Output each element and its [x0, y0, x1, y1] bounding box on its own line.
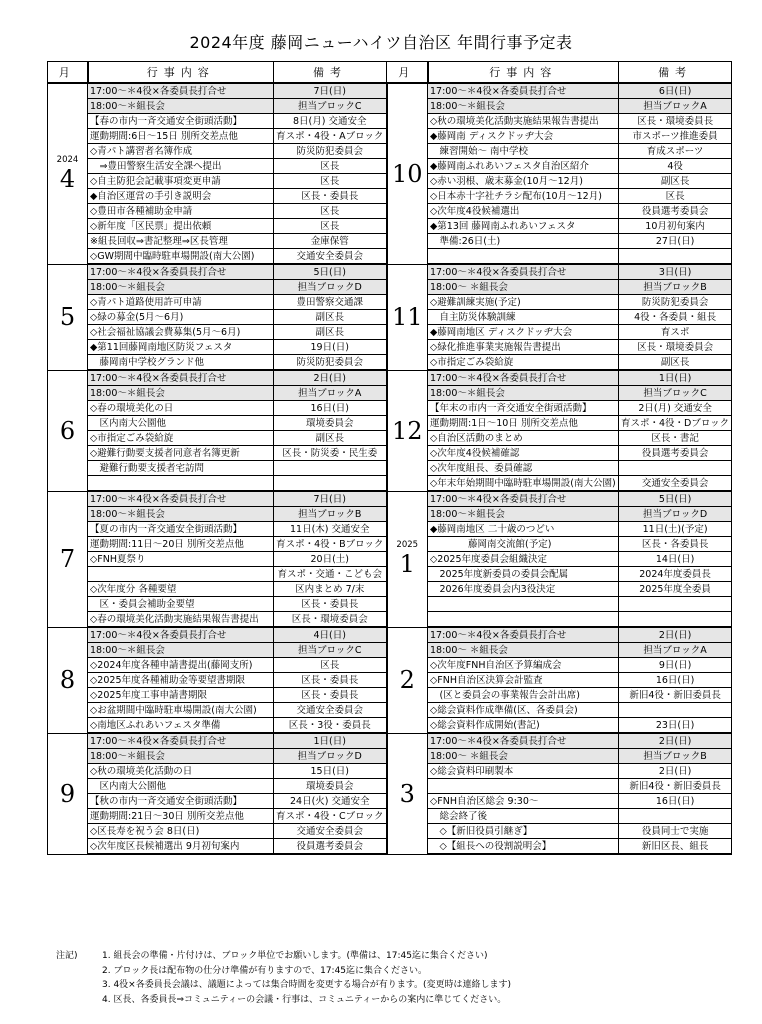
schedule-row — [48, 627, 732, 643]
event-cell: 17:00～＊4役×各委員長打合せ — [88, 627, 274, 643]
note-cell: 育スポ・交通・こども会 — [274, 567, 387, 582]
event-cell: ◇年末年始期間中臨時駐車場開設(南大公園) — [428, 476, 619, 492]
event-cell: ◇赤い羽根、歳末募金(10月～12月) — [428, 174, 619, 189]
note-cell — [619, 703, 732, 718]
events-header: 行事内容 — [88, 62, 274, 84]
page-title: 2024年度 藤岡ニューハイツ自治区 年間行事予定表 — [189, 33, 573, 52]
footnotes-label: 注記) — [56, 951, 78, 961]
note-cell: 区長・書記 — [619, 431, 732, 446]
note-cell — [619, 461, 732, 476]
note-cell: 区長 — [274, 658, 387, 673]
events-header-right: 行事内容 — [428, 62, 619, 84]
event-cell: 藤岡南中学校グランド他 — [88, 355, 274, 371]
note-cell: 区長・委員長 — [274, 597, 387, 612]
note-cell: 2024年度委員長 — [619, 567, 732, 582]
note-cell: 区長・委員長 — [274, 673, 387, 688]
event-cell: 運動期間:21日～30日 別所交差点他 — [88, 809, 274, 824]
note-cell: 区長 — [274, 159, 387, 174]
note-cell: 役員同士で実施 — [619, 824, 732, 839]
note-cell: 担当ブロックC — [274, 643, 387, 658]
note-cell: 16日(日) — [619, 673, 732, 688]
event-cell: 2026年度委員会内3役決定 — [428, 582, 619, 597]
note-cell: 役員選考委員会 — [619, 446, 732, 461]
note-cell: 副区長 — [274, 325, 387, 340]
note-cell: 4日(日) — [274, 627, 387, 643]
event-cell: ◇自治区活動のまとめ — [428, 431, 619, 446]
note-cell: 3日(日) — [619, 264, 732, 280]
month-number: 7 — [59, 545, 76, 573]
event-cell: ◇2025年度各種補助金等要望書期限 — [88, 673, 274, 688]
header-row — [48, 62, 732, 84]
event-cell: ◇FNH夏祭り — [88, 552, 274, 567]
note-cell: 8日(月) 交通安全 — [274, 114, 387, 129]
event-cell: 17:00～＊4役×各委員長打合せ — [428, 733, 619, 749]
event-cell: 2025年度新委員の委員会配属 — [428, 567, 619, 582]
event-cell: ◇次年度FNH自治区予算編成会 — [428, 658, 619, 673]
note-cell: 14日(日) — [619, 552, 732, 567]
event-cell: 17:00～＊4役×各委員長打合せ — [88, 264, 274, 280]
event-cell: ◇青パト道路使用許可申請 — [88, 295, 274, 310]
month-cell — [387, 264, 428, 370]
event-cell: ◇FNH自治区決算会計監査 — [428, 673, 619, 688]
note-cell: 19日(日) — [274, 340, 387, 355]
month-cell — [387, 733, 428, 854]
note-cell: 役員選考委員会 — [619, 204, 732, 219]
event-cell: ◇総会資料作成開始(書記) — [428, 718, 619, 734]
event-cell: ◇日本赤十字社チラシ配布(10月～12月) — [428, 189, 619, 204]
note-cell: 2025年度全委員 — [619, 582, 732, 597]
note-cell — [619, 597, 732, 612]
event-cell: ◇総会資料作成準備(区、各委員会) — [428, 703, 619, 718]
note-cell: 区長・環境委員長 — [619, 114, 732, 129]
event-cell — [428, 612, 619, 628]
note-cell: 担当ブロックD — [274, 749, 387, 764]
event-cell: ◇総会資料印刷製本 — [428, 764, 619, 779]
event-cell: 18:00～＊組長会 — [88, 507, 274, 522]
month-cell — [48, 733, 88, 854]
month-cell — [48, 491, 88, 627]
event-cell: ◇【新旧役員引継ぎ】 — [428, 824, 619, 839]
event-cell: 運動期間:1日～10日 別所交差点他 — [428, 416, 619, 431]
event-cell: ◇【組長への役割説明会】 — [428, 839, 619, 855]
month-cell — [48, 370, 88, 491]
event-cell: 区・委員会補助金要望 — [88, 597, 274, 612]
note-cell: 副区長 — [619, 174, 732, 189]
event-cell: ◇秋の環境美化活動の日 — [88, 764, 274, 779]
month-number: 9 — [59, 779, 76, 808]
event-cell: ◇豊田市各種補助金申請 — [88, 204, 274, 219]
month-number: 12 — [391, 416, 423, 445]
event-cell: ◇避難行動要支援者同意者名簿更新 — [88, 446, 274, 461]
event-cell: 18:00～＊組長会 — [428, 99, 619, 114]
note-cell: 27日(日) — [619, 234, 732, 249]
event-cell — [88, 567, 274, 582]
event-cell: ◇南地区ふれあいフェスタ準備 — [88, 718, 274, 734]
note-cell: 区長 — [274, 204, 387, 219]
event-cell: ◇次年度4役候補選出 — [428, 204, 619, 219]
note-cell: 4役 — [619, 159, 732, 174]
month-number: 11 — [391, 303, 423, 331]
month-number: 5 — [59, 303, 76, 331]
month-header-right: 月 — [387, 62, 428, 84]
note-cell: 役員選考委員会 — [274, 839, 387, 855]
schedule-row — [48, 83, 732, 99]
note-cell: 副区長 — [274, 310, 387, 325]
event-cell: ◇次年度4役候補確認 — [428, 446, 619, 461]
note-cell: 担当ブロックB — [619, 749, 732, 764]
month-number: 2 — [399, 666, 415, 694]
note-cell: 担当ブロックC — [274, 99, 387, 114]
event-cell — [88, 476, 274, 492]
event-cell: 17:00～＊4役×各委員長打合せ — [428, 264, 619, 280]
note-cell: 6日(日) — [619, 83, 732, 99]
note-cell: 交通安全委員会 — [619, 476, 732, 492]
event-cell: 藤岡南交流館(予定) — [428, 537, 619, 552]
footnote-lines — [102, 949, 511, 1007]
note-cell: 2日(日) — [619, 627, 732, 643]
month-header: 月 — [48, 62, 88, 84]
note-cell: 新旧4役・新旧委員長 — [619, 688, 732, 703]
footnote-line: 1. 組長会の準備・片付けは、ブロック単位でお願いします。(準備は、17:45迄に集合ください) — [102, 951, 488, 961]
schedule-table — [47, 61, 732, 855]
event-cell: 18:00～ ＊組長会 — [428, 643, 619, 658]
note-cell: 育スポ・4役・Bブロック — [274, 537, 387, 552]
event-cell: 区内南大公園他 — [88, 416, 274, 431]
note-cell: 育スポ・4役・Aブロック — [274, 129, 387, 144]
event-cell: ◆藤岡南ふれあいフェスタ自治区紹介 — [428, 159, 619, 174]
note-cell: 防災防犯委員会 — [619, 295, 732, 310]
note-cell: 11日(土)(予定) — [619, 522, 732, 537]
event-cell: 区内南大公園他 — [88, 779, 274, 794]
note-cell: 区長・3役・委員長 — [274, 718, 387, 734]
schedule-row — [48, 733, 732, 749]
event-cell: ◇お盆期間中臨時駐車場開設(南大公園) — [88, 703, 274, 718]
note-cell: 9日(日) — [619, 658, 732, 673]
note-cell: 担当ブロックB — [274, 507, 387, 522]
note-cell: 担当ブロックA — [619, 643, 732, 658]
month-cell — [387, 491, 428, 627]
event-cell: ◇GW期間中臨時駐車場開設(南大公園) — [88, 249, 274, 265]
note-cell: 区長 — [274, 174, 387, 189]
event-cell: 総会終了後 — [428, 809, 619, 824]
event-cell: ◇避難訓練実施(予定) — [428, 295, 619, 310]
month-number: 10 — [391, 159, 423, 188]
month-cell — [387, 83, 428, 264]
footnote-line: 4. 区長、各委員長⇒コミュニティーの会議・行事は、コミュニティーからの案内に準じてください。 — [102, 994, 507, 1005]
note-cell — [274, 476, 387, 492]
note-cell: 育スポ — [619, 325, 732, 340]
event-cell: 自主防災体験訓練 — [428, 310, 619, 325]
event-cell: 【春の市内一斉交通安全街頭活動】 — [88, 114, 274, 129]
note-cell: 新旧4役・新旧委員長 — [619, 779, 732, 794]
event-cell: ◇社会福祉協議会費募集(5月～6月) — [88, 325, 274, 340]
event-cell: 運動期間:6日～15日 別所交差点他 — [88, 129, 274, 144]
note-cell: 区長・各委員長 — [619, 537, 732, 552]
event-cell: ◆藤岡南地区 ディスクドッヂ大会 — [428, 325, 619, 340]
note-cell: 環境委員会 — [274, 416, 387, 431]
month-number: 3 — [399, 779, 415, 808]
note-cell: 区長・防災委・民生委 — [274, 446, 387, 461]
note-cell: 豊田警察交通課 — [274, 295, 387, 310]
event-cell: ◆自治区運営の手引き説明会 — [88, 189, 274, 204]
event-cell: 17:00～＊4役×各委員長打合せ — [88, 83, 274, 99]
event-cell: 練習開始～ 南中学校 — [428, 144, 619, 159]
note-cell: 担当ブロックD — [619, 507, 732, 522]
event-cell — [428, 249, 619, 265]
note-cell: 24日(火) 交通安全 — [274, 794, 387, 809]
event-cell: ◇区長寿を祝う会 8日(日) — [88, 824, 274, 839]
event-cell: 18:00～ ＊組長会 — [428, 749, 619, 764]
event-cell: ◆藤岡南地区 二十歳のつどい — [428, 522, 619, 537]
note-cell: 1日(日) — [619, 370, 732, 386]
event-cell: 18:00～ ＊組長会 — [428, 280, 619, 295]
event-cell: ◇次年度分 各種要望 — [88, 582, 274, 597]
schedule-row — [48, 491, 732, 507]
note-cell: 1日(日) — [274, 733, 387, 749]
schedule-row — [48, 370, 732, 386]
note-cell: 担当ブロックC — [619, 386, 732, 401]
note-cell: 23日(日) — [619, 718, 732, 734]
month-number: 6 — [59, 416, 76, 445]
year-label: 2025 — [396, 540, 419, 550]
note-cell: 副区長 — [274, 431, 387, 446]
month-cell — [48, 627, 88, 733]
event-cell: ◇新年度「区民票」提出依頼 — [88, 219, 274, 234]
note-cell: 育スポ・4役・Cブロック — [274, 809, 387, 824]
event-cell: 17:00～＊4役×各委員長打合せ — [428, 370, 619, 386]
note-cell: 防災防犯委員会 — [274, 355, 387, 371]
event-cell: 18:00～＊組長会 — [428, 386, 619, 401]
event-cell: 避難行動要支援者宅訪問 — [88, 461, 274, 476]
event-cell: 18:00～＊組長会 — [428, 507, 619, 522]
event-cell: ◇春の環境美化の日 — [88, 401, 274, 416]
month-number: 4 — [59, 164, 76, 193]
event-cell: ◇春の環境美化活動実施結果報告書提出 — [88, 612, 274, 628]
note-cell: 育成スポーツ — [619, 144, 732, 159]
note-cell: 担当ブロックA — [619, 99, 732, 114]
event-cell: 17:00～＊4役×各委員長打合せ — [88, 733, 274, 749]
event-cell: ◇市指定ごみ袋給旋 — [428, 355, 619, 371]
month-number: 1 — [399, 550, 415, 578]
note-cell: 担当ブロックA — [274, 386, 387, 401]
event-cell: ◇自主防犯会記載事項変更申請 — [88, 174, 274, 189]
event-cell: ◆第11回藤岡南地区防災フェスタ — [88, 340, 274, 355]
note-cell: 区内まとめ 7/末 — [274, 582, 387, 597]
event-cell: 17:00～＊4役×各委員長打合せ — [428, 627, 619, 643]
event-cell: ◇FNH自治区総会 9:30～ — [428, 794, 619, 809]
note-cell: 防災防犯委員会 — [274, 144, 387, 159]
month-cell — [48, 83, 88, 264]
event-cell — [428, 597, 619, 612]
event-cell: ◆藤岡南 ディスクドッヂ大会 — [428, 129, 619, 144]
event-cell: 17:00～＊4役×各委員長打合せ — [428, 83, 619, 99]
event-cell: ◇緑化推進事業実施報告書提出 — [428, 340, 619, 355]
note-cell — [274, 461, 387, 476]
note-cell: 2日(日) — [274, 370, 387, 386]
event-cell — [428, 779, 619, 794]
note-cell: 4役・各委員・組長 — [619, 310, 732, 325]
note-cell: 5日(日) — [274, 264, 387, 280]
event-cell: 18:00～＊組長会 — [88, 99, 274, 114]
note-cell: 5日(日) — [619, 491, 732, 507]
event-cell: ◇2024年度各種申請書提出(藤岡支所) — [88, 658, 274, 673]
month-cell — [387, 627, 428, 733]
note-cell: 10月初旬案内 — [619, 219, 732, 234]
note-cell: 2日(日) — [619, 764, 732, 779]
note-cell: 16日(日) — [619, 794, 732, 809]
event-cell: ◇次年度組長、委員確認 — [428, 461, 619, 476]
note-cell: 交通安全委員会 — [274, 824, 387, 839]
footnote-line: 2. ブロック長は配布物の仕分け準備が有りますので、17:45迄に集合ください。 — [102, 965, 428, 976]
note-cell: 担当ブロックD — [274, 280, 387, 295]
note-cell: 区長・委員長 — [274, 189, 387, 204]
event-cell: ◇次年度区長候補選出 9月初旬案内 — [88, 839, 274, 855]
note-cell: 区長 — [274, 219, 387, 234]
note-cell: 交通安全委員会 — [274, 703, 387, 718]
note-cell: 担当ブロックB — [619, 280, 732, 295]
event-cell: 準備:26日(土) — [428, 234, 619, 249]
event-cell: ◇青パト講習者名簿作成 — [88, 144, 274, 159]
event-cell: ◇2025年度工事申請書期限 — [88, 688, 274, 703]
note-cell: 20日(土) — [274, 552, 387, 567]
note-cell — [619, 612, 732, 628]
footnote-line: 3. 4役×各委員長会議は、議題によっては集合時間を変更する場合が有ります。(変更時は連絡します) — [102, 980, 512, 990]
note-cell: 11日(木) 交通安全 — [274, 522, 387, 537]
month-number: 8 — [59, 666, 76, 694]
note-cell: 区長 — [619, 189, 732, 204]
note-cell: 7日(日) — [274, 491, 387, 507]
note-cell: 16日(日) — [274, 401, 387, 416]
event-cell: ◇秋の環境美化活動実施結果報告書提出 — [428, 114, 619, 129]
event-cell: (区と委員会の事業報告会計出席) — [428, 688, 619, 703]
note-cell: 2日(日) — [619, 733, 732, 749]
note-cell: 交通安全委員会 — [274, 249, 387, 265]
notes-header: 備考 — [274, 62, 387, 84]
note-cell: 環境委員会 — [274, 779, 387, 794]
event-cell: 17:00～＊4役×各委員長打合せ — [88, 370, 274, 386]
event-cell: 17:00～＊4役×各委員長打合せ — [88, 491, 274, 507]
notes-header-right: 備考 — [619, 62, 732, 84]
note-cell: 区長・環境委員会 — [619, 340, 732, 355]
event-cell: 18:00～＊組長会 — [88, 280, 274, 295]
year-label: 2024 — [56, 154, 79, 165]
month-cell — [387, 370, 428, 491]
event-cell: 18:00～＊組長会 — [88, 749, 274, 764]
note-cell: 新旧区長、組長 — [619, 839, 732, 855]
note-cell: 金庫保管 — [274, 234, 387, 249]
note-cell: 区長・環境委員会 — [274, 612, 387, 628]
event-cell: ◇市指定ごみ袋給旋 — [88, 431, 274, 446]
month-cell — [48, 264, 88, 370]
event-cell: ◇2025年度委員会組織決定 — [428, 552, 619, 567]
schedule-row — [48, 264, 732, 280]
note-cell: 育スポ・4役・Dブロック — [619, 416, 732, 431]
event-cell: ◇緑の募金(5月～6月) — [88, 310, 274, 325]
note-cell: 区長・委員長 — [274, 688, 387, 703]
event-cell: 【年末の市内一斉交通安全街頭活動】 — [428, 401, 619, 416]
note-cell — [619, 809, 732, 824]
note-cell: 副区長 — [619, 355, 732, 371]
note-cell: 15日(日) — [274, 764, 387, 779]
event-cell: 17:00～＊4役×各委員長打合せ — [428, 491, 619, 507]
event-cell: 【夏の市内一斉交通安全街頭活動】 — [88, 522, 274, 537]
event-cell: 18:00～＊組長会 — [88, 386, 274, 401]
note-cell: 2日(月) 交通安全 — [619, 401, 732, 416]
event-cell: ⇒豊田警察生活安全課へ提出 — [88, 159, 274, 174]
note-cell — [619, 249, 732, 265]
event-cell: ◆第13回 藤岡南ふれあいフェスタ — [428, 219, 619, 234]
event-cell: ※組長回収⇒書記整理⇒区長管理 — [88, 234, 274, 249]
event-cell: 18:00～＊組長会 — [88, 643, 274, 658]
event-cell: 運動期間:11日～20日 別所交差点他 — [88, 537, 274, 552]
event-cell: 【秋の市内一斉交通安全街頭活動】 — [88, 794, 274, 809]
note-cell: 市スポーツ推進委員 — [619, 129, 732, 144]
note-cell: 7日(日) — [274, 83, 387, 99]
